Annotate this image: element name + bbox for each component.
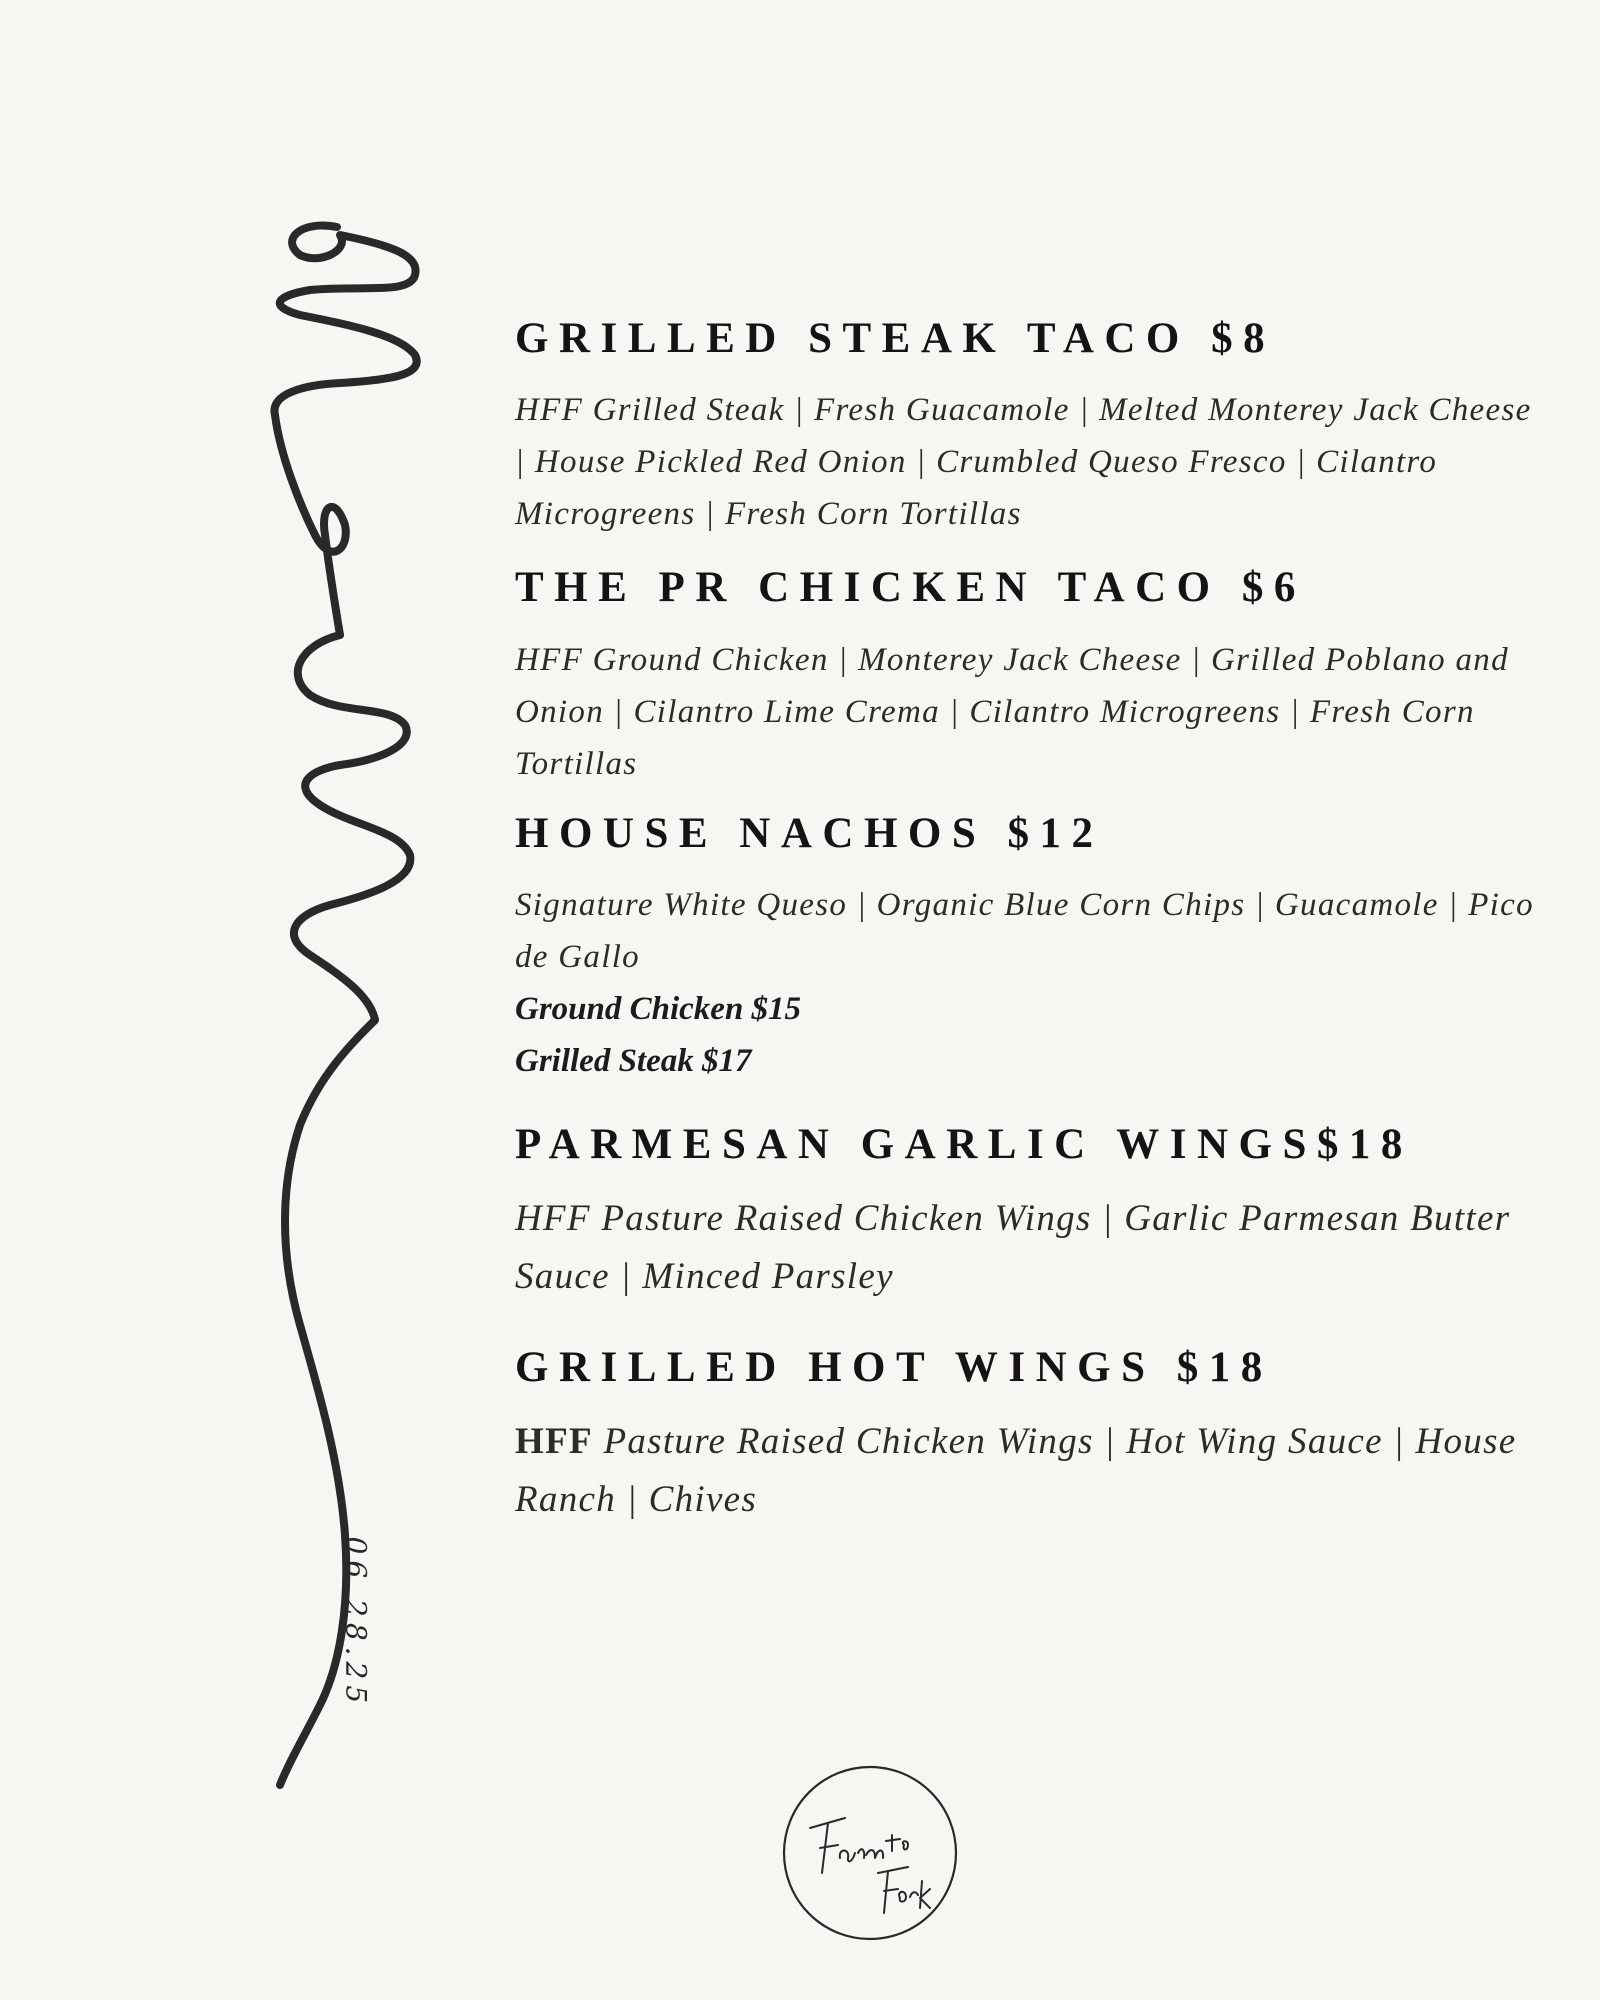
item-description: Signature White Queso | Organic Blue Corn Chips | Guacamole | Pico de Gallo bbox=[515, 886, 1534, 975]
farm-to-fork-logo bbox=[780, 1763, 960, 1943]
item-description: HFF Ground Chicken | Monterey Jack Cheese | Grilled Poblano and Onion | Cilantro Lime Crema | Cilantro Microgreens | Fresh Corn Tortillas bbox=[515, 641, 1509, 782]
menu-item-house-nachos bbox=[515, 810, 1535, 1087]
menu-item-parmesan-garlic-wings bbox=[515, 1121, 1535, 1306]
addon-ground-chicken: Ground Chicken $15 bbox=[515, 990, 802, 1027]
logo-mark bbox=[780, 1763, 960, 1943]
item-title: THE PR CHICKEN TACO $6 bbox=[515, 564, 1306, 612]
menu-date bbox=[336, 1520, 376, 1720]
item-title: HOUSE NACHOS $12 bbox=[515, 809, 1104, 857]
date-text: 06.28.25 bbox=[339, 1536, 373, 1710]
item-description: HFF Pasture Raised Chicken Wings | Garlic Parmesan Butter Sauce | Minced Parsley bbox=[515, 1198, 1511, 1298]
menu-list bbox=[515, 315, 1535, 1529]
description-text: Pasture Raised Chicken Wings | Hot Wing Sauce | House Ranch | Chives bbox=[515, 1421, 1517, 1521]
item-description bbox=[515, 1413, 1535, 1529]
item-description: HFF Grilled Steak | Fresh Guacamole | Melted Monterey Jack Cheese | House Pickled Red Onion | Crumbled Queso Fresco | Cilantro Microgreens | Fresh Corn Tortillas bbox=[515, 392, 1532, 533]
menu-item-pr-chicken-taco bbox=[515, 564, 1535, 789]
menu-item-grilled-steak-taco bbox=[515, 315, 1535, 540]
menu-item-grilled-hot-wings bbox=[515, 1344, 1535, 1529]
hff-prefix: HFF bbox=[515, 1421, 593, 1463]
addon-grilled-steak: Grilled Steak $17 bbox=[515, 1042, 752, 1079]
item-title: GRILLED STEAK TACO $8 bbox=[515, 315, 1276, 362]
item-title: PARMESAN GARLIC WINGS$18 bbox=[515, 1120, 1413, 1168]
item-title: GRILLED HOT WINGS $18 bbox=[515, 1344, 1273, 1392]
